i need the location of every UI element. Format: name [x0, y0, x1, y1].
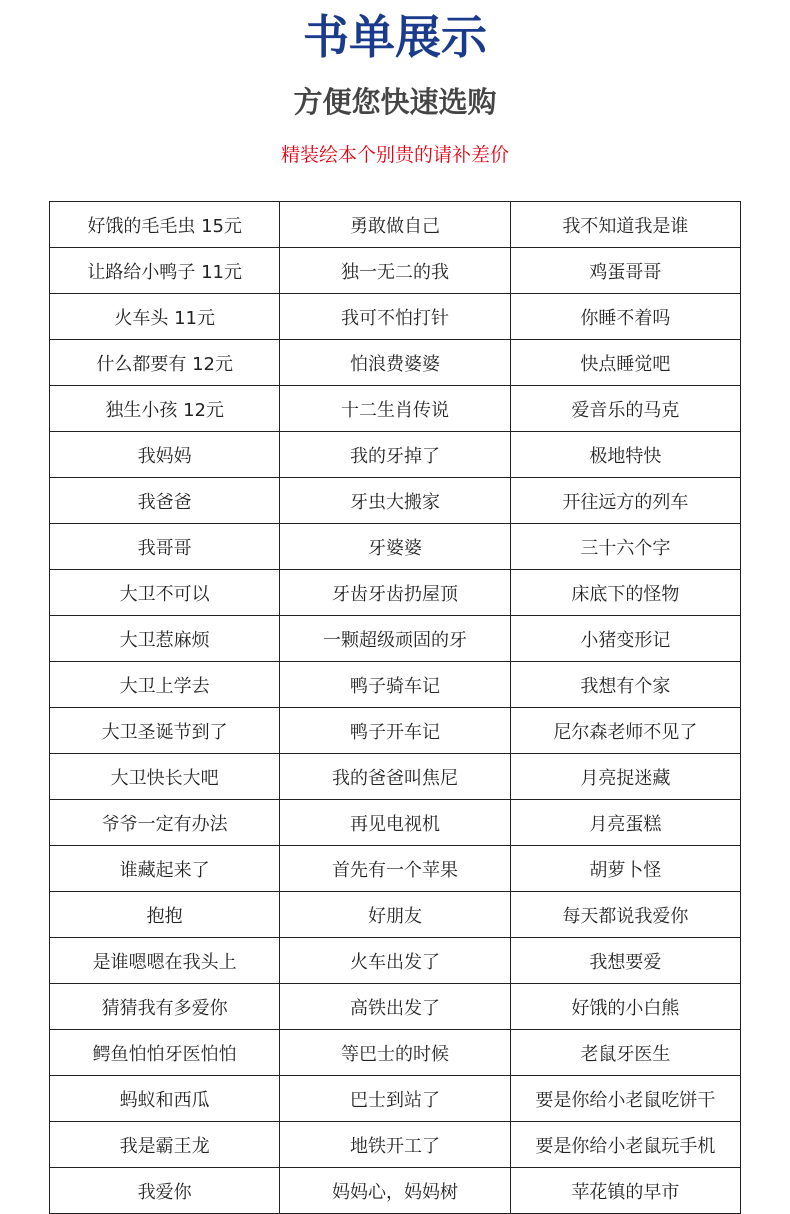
table-row	[50, 984, 741, 1030]
table-row	[50, 340, 741, 386]
book-title-cell: 每天都说我爱你	[510, 892, 740, 938]
book-title-cell: 你睡不着吗	[510, 294, 740, 340]
price-notice: 精装绘本个别贵的请补差价	[280, 144, 509, 166]
book-title-cell: 小猪变形记	[510, 616, 740, 662]
book-title-cell: 三十六个字	[510, 524, 740, 570]
book-title-cell: 让路给小鸭子 11元	[50, 248, 280, 294]
book-title-cell: 好饿的毛毛虫 15元	[50, 202, 280, 248]
book-title-cell: 什么都要有 12元	[50, 340, 280, 386]
book-title-cell: 爱音乐的马克	[510, 386, 740, 432]
book-title-cell: 快点睡觉吧	[510, 340, 740, 386]
book-title-cell: 尼尔森老师不见了	[510, 708, 740, 754]
table-row	[50, 938, 741, 984]
table-row	[50, 754, 741, 800]
book-title-cell: 首先有一个苹果	[280, 846, 510, 892]
book-title-cell: 鳄鱼怕怕牙医怕怕	[50, 1030, 280, 1076]
book-title-cell: 要是你给小老鼠玩手机	[510, 1122, 740, 1168]
table-row	[50, 708, 741, 754]
book-title-cell: 我的爸爸叫焦尼	[280, 754, 510, 800]
table-row	[50, 432, 741, 478]
table-row	[50, 616, 741, 662]
book-title-cell: 我爱你	[50, 1168, 280, 1214]
book-title-cell: 鸡蛋哥哥	[510, 248, 740, 294]
page-subtitle: 方便您快速选购	[293, 85, 497, 119]
book-title-cell: 等巴士的时候	[280, 1030, 510, 1076]
book-title-cell: 要是你给小老鼠吃饼干	[510, 1076, 740, 1122]
book-title-cell: 月亮捉迷藏	[510, 754, 740, 800]
book-title-cell: 巴士到站了	[280, 1076, 510, 1122]
book-title-cell: 是谁嗯嗯在我头上	[50, 938, 280, 984]
book-title-cell: 我哥哥	[50, 524, 280, 570]
book-title-cell: 好饿的小白熊	[510, 984, 740, 1030]
book-title-cell: 鸭子开车记	[280, 708, 510, 754]
table-row	[50, 570, 741, 616]
book-title-cell: 妈妈心，妈妈树	[280, 1168, 510, 1214]
book-title-cell: 床底下的怪物	[510, 570, 740, 616]
book-title-cell: 胡萝卜怪	[510, 846, 740, 892]
book-title-cell: 好朋友	[280, 892, 510, 938]
book-title-cell: 月亮蛋糕	[510, 800, 740, 846]
book-title-cell: 勇敢做自己	[280, 202, 510, 248]
table-row	[50, 800, 741, 846]
table-row	[50, 202, 741, 248]
book-title-cell: 牙虫大搬家	[280, 478, 510, 524]
book-title-cell: 苹花镇的早市	[510, 1168, 740, 1214]
book-title-cell: 我想有个家	[510, 662, 740, 708]
book-title-cell: 牙婆婆	[280, 524, 510, 570]
book-title-cell: 我不知道我是谁	[510, 202, 740, 248]
book-title-cell: 火车头 11元	[50, 294, 280, 340]
table-row	[50, 478, 741, 524]
book-title-cell: 我爸爸	[50, 478, 280, 524]
book-title-cell: 鸭子骑车记	[280, 662, 510, 708]
book-title-cell: 火车出发了	[280, 938, 510, 984]
book-list-body	[50, 202, 741, 1214]
book-title-cell: 独生小孩 12元	[50, 386, 280, 432]
book-title-cell: 我的牙掉了	[280, 432, 510, 478]
table-row	[50, 662, 741, 708]
table-row	[50, 846, 741, 892]
page-title: 书单展示	[303, 10, 487, 64]
table-row	[50, 248, 741, 294]
table-row	[50, 1122, 741, 1168]
book-title-cell: 高铁出发了	[280, 984, 510, 1030]
book-title-cell: 大卫惹麻烦	[50, 616, 280, 662]
book-title-cell: 大卫上学去	[50, 662, 280, 708]
book-title-cell: 独一无二的我	[280, 248, 510, 294]
table-row	[50, 1076, 741, 1122]
book-title-cell: 蚂蚁和西瓜	[50, 1076, 280, 1122]
book-title-cell: 开往远方的列车	[510, 478, 740, 524]
book-title-cell: 老鼠牙医生	[510, 1030, 740, 1076]
book-title-cell: 再见电视机	[280, 800, 510, 846]
book-title-cell: 大卫圣诞节到了	[50, 708, 280, 754]
book-title-cell: 猜猜我有多爱你	[50, 984, 280, 1030]
table-row	[50, 1030, 741, 1076]
book-title-cell: 抱抱	[50, 892, 280, 938]
book-title-cell: 我可不怕打针	[280, 294, 510, 340]
book-title-cell: 十二生肖传说	[280, 386, 510, 432]
book-title-cell: 我是霸王龙	[50, 1122, 280, 1168]
book-title-cell: 爷爷一定有办法	[50, 800, 280, 846]
table-row	[50, 524, 741, 570]
book-list-table	[49, 201, 741, 1214]
book-title-cell: 牙齿牙齿扔屋顶	[280, 570, 510, 616]
book-title-cell: 怕浪费婆婆	[280, 340, 510, 386]
book-title-cell: 大卫快长大吧	[50, 754, 280, 800]
book-title-cell: 谁藏起来了	[50, 846, 280, 892]
book-title-cell: 我妈妈	[50, 432, 280, 478]
table-row	[50, 386, 741, 432]
book-title-cell: 极地特快	[510, 432, 740, 478]
book-title-cell: 一颗超级顽固的牙	[280, 616, 510, 662]
book-title-cell: 地铁开工了	[280, 1122, 510, 1168]
book-title-cell: 我想要爱	[510, 938, 740, 984]
book-title-cell: 大卫不可以	[50, 570, 280, 616]
table-row	[50, 892, 741, 938]
table-row	[50, 294, 741, 340]
